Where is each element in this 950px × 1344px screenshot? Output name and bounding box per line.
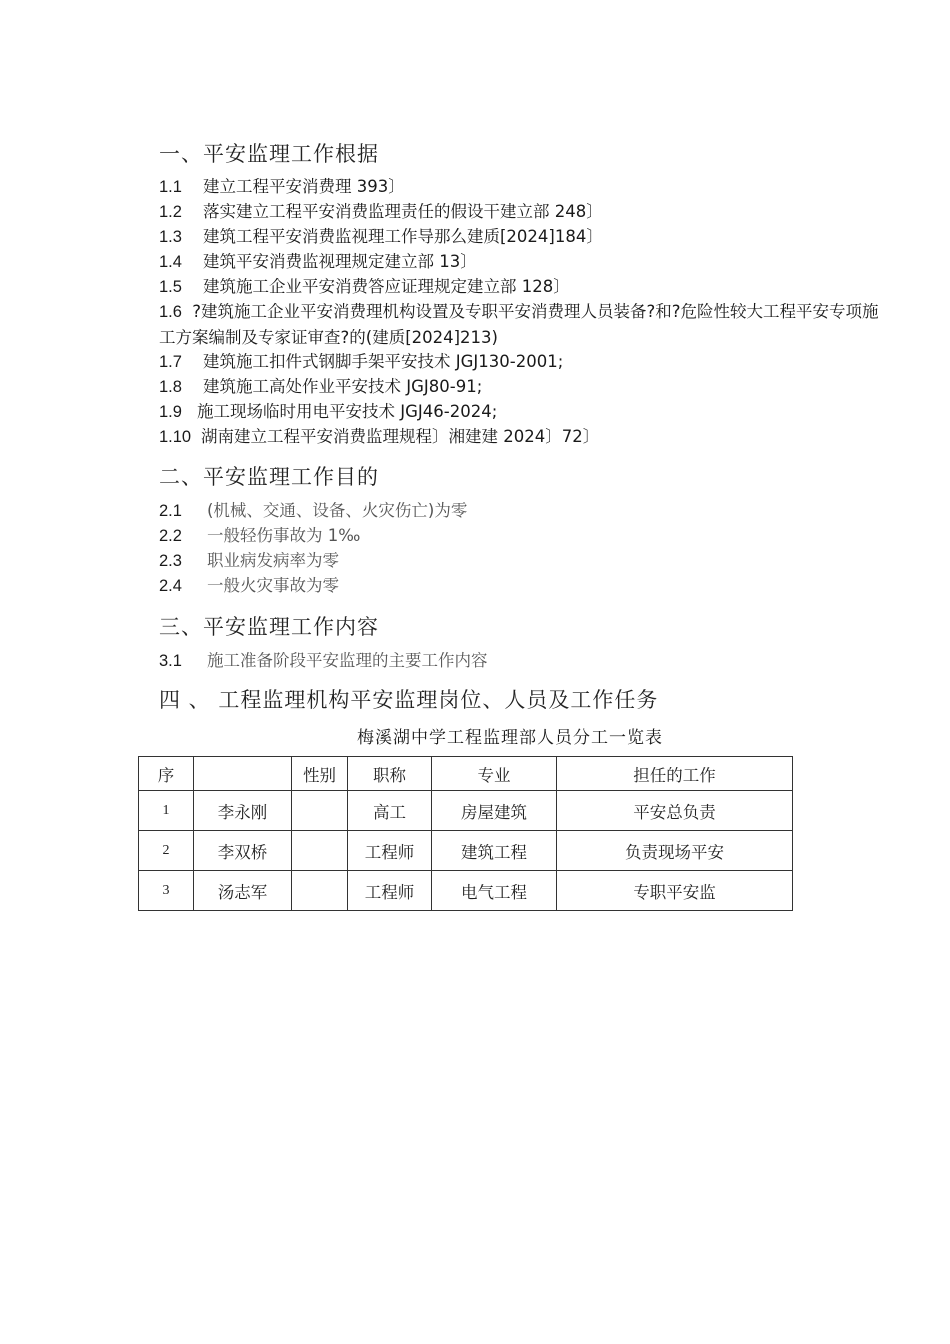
item-number: 1.1 (159, 178, 182, 196)
item-number: 1.7 (159, 353, 182, 371)
cell-duty: 平安总负责 (557, 791, 793, 831)
item-number: 1.9 (159, 403, 182, 421)
item-number: 2.1 (159, 502, 182, 520)
header-gender: 性别 (292, 757, 348, 791)
item-number: 1.4 (159, 253, 182, 271)
section-3-title: 三、平安监理工作内容 (159, 615, 379, 639)
cell-duty: 专职平安监 (557, 871, 793, 911)
basis-item-1-1 (159, 177, 405, 197)
basis-item-1-9 (159, 402, 497, 422)
basis-item-1-3 (159, 227, 603, 247)
item-text: 职业病发病率为零 (207, 551, 339, 570)
staff-table (138, 756, 793, 911)
content-item-3-1 (159, 651, 488, 671)
item-number: 3.1 (159, 652, 182, 670)
cell-index: 1 (139, 791, 194, 831)
cell-index: 2 (139, 831, 194, 871)
table-row (139, 791, 793, 831)
table-caption: 梅溪湖中学工程监理部人员分工一览表 (357, 728, 663, 748)
cell-index: 3 (139, 871, 194, 911)
section-2-title: 二、平安监理工作目的 (159, 465, 379, 489)
cell-title: 工程师 (348, 831, 432, 871)
item-text: 湖南建立工程平安消费监理规程〕湘建建 2024〕72〕 (201, 427, 600, 446)
goal-item-2-1 (159, 501, 467, 521)
item-number: 2.3 (159, 552, 182, 570)
basis-item-1-4 (159, 252, 477, 272)
item-text: 落实建立工程平安消费监理责任的假设干建立部 248〕 (203, 202, 603, 221)
item-text: 建筑施工高处作业平安技术 JGJ80-91; (203, 377, 483, 396)
item-text: 建立工程平安消费理 393〕 (203, 177, 405, 196)
item-text: 一般轻伤事故为 1‰ (207, 526, 361, 545)
cell-title: 高工 (348, 791, 432, 831)
header-title: 职称 (348, 757, 432, 791)
section-1-title: 一、平安监理工作根据 (159, 142, 379, 166)
item-number: 1.8 (159, 378, 182, 396)
cell-name: 李永刚 (194, 791, 292, 831)
item-text: ?建筑施工企业平安消费理机构设置及专职平安消费理人员装备?和?危险性较大工程平安专项施工方案编制及专家证审查?的(建质[2024]213) (159, 302, 879, 347)
cell-major: 电气工程 (432, 871, 557, 911)
cell-gender (292, 831, 348, 871)
item-text: 一般火灾事故为零 (207, 576, 339, 595)
item-number: 2.2 (159, 527, 182, 545)
item-text: 施工现场临时用电平安技术 JGJ46-2024; (197, 402, 498, 421)
section-4-title: 四 、 工程监理机构平安监理岗位、人员及工作任务 (159, 688, 659, 712)
item-text: (机械、交通、设备、火灾伤亡)为零 (207, 501, 468, 520)
cell-major: 房屋建筑 (432, 791, 557, 831)
item-number: 2.4 (159, 577, 182, 595)
item-text: 施工准备阶段平安监理的主要工作内容 (207, 651, 488, 670)
cell-name: 汤志军 (194, 871, 292, 911)
basis-item-1-5 (159, 277, 570, 297)
item-number: 1.2 (159, 203, 182, 221)
goal-item-2-3 (159, 551, 339, 571)
cell-name: 李双桥 (194, 831, 292, 871)
cell-major: 建筑工程 (432, 831, 557, 871)
item-number: 1.10 (159, 428, 192, 446)
basis-item-1-6 (159, 299, 879, 350)
table-row (139, 831, 793, 871)
item-text: 建筑施工扣件式钢脚手架平安技术 JGJ130-2001; (203, 352, 564, 371)
item-text: 建筑工程平安消费监视理工作导那么建质[2024]184〕 (203, 227, 603, 246)
basis-item-1-7 (159, 352, 563, 372)
item-text: 建筑施工企业平安消费答应证理规定建立部 128〕 (203, 277, 570, 296)
cell-duty: 负责现场平安 (557, 831, 793, 871)
item-number: 1.6 (159, 303, 182, 321)
basis-item-1-2 (159, 202, 603, 222)
table-header-row (139, 757, 793, 791)
header-duty: 担任的工作 (557, 757, 793, 791)
cell-gender (292, 791, 348, 831)
goal-item-2-4 (159, 576, 339, 596)
basis-item-1-10 (159, 427, 599, 447)
header-name (194, 757, 292, 791)
header-major: 专业 (432, 757, 557, 791)
cell-gender (292, 871, 348, 911)
header-index: 序 (139, 757, 194, 791)
cell-title: 工程师 (348, 871, 432, 911)
table-row (139, 871, 793, 911)
goal-item-2-2 (159, 526, 360, 546)
item-number: 1.5 (159, 278, 182, 296)
basis-item-1-8 (159, 377, 482, 397)
item-text: 建筑平安消费监视理规定建立部 13〕 (203, 252, 477, 271)
item-number: 1.3 (159, 228, 182, 246)
